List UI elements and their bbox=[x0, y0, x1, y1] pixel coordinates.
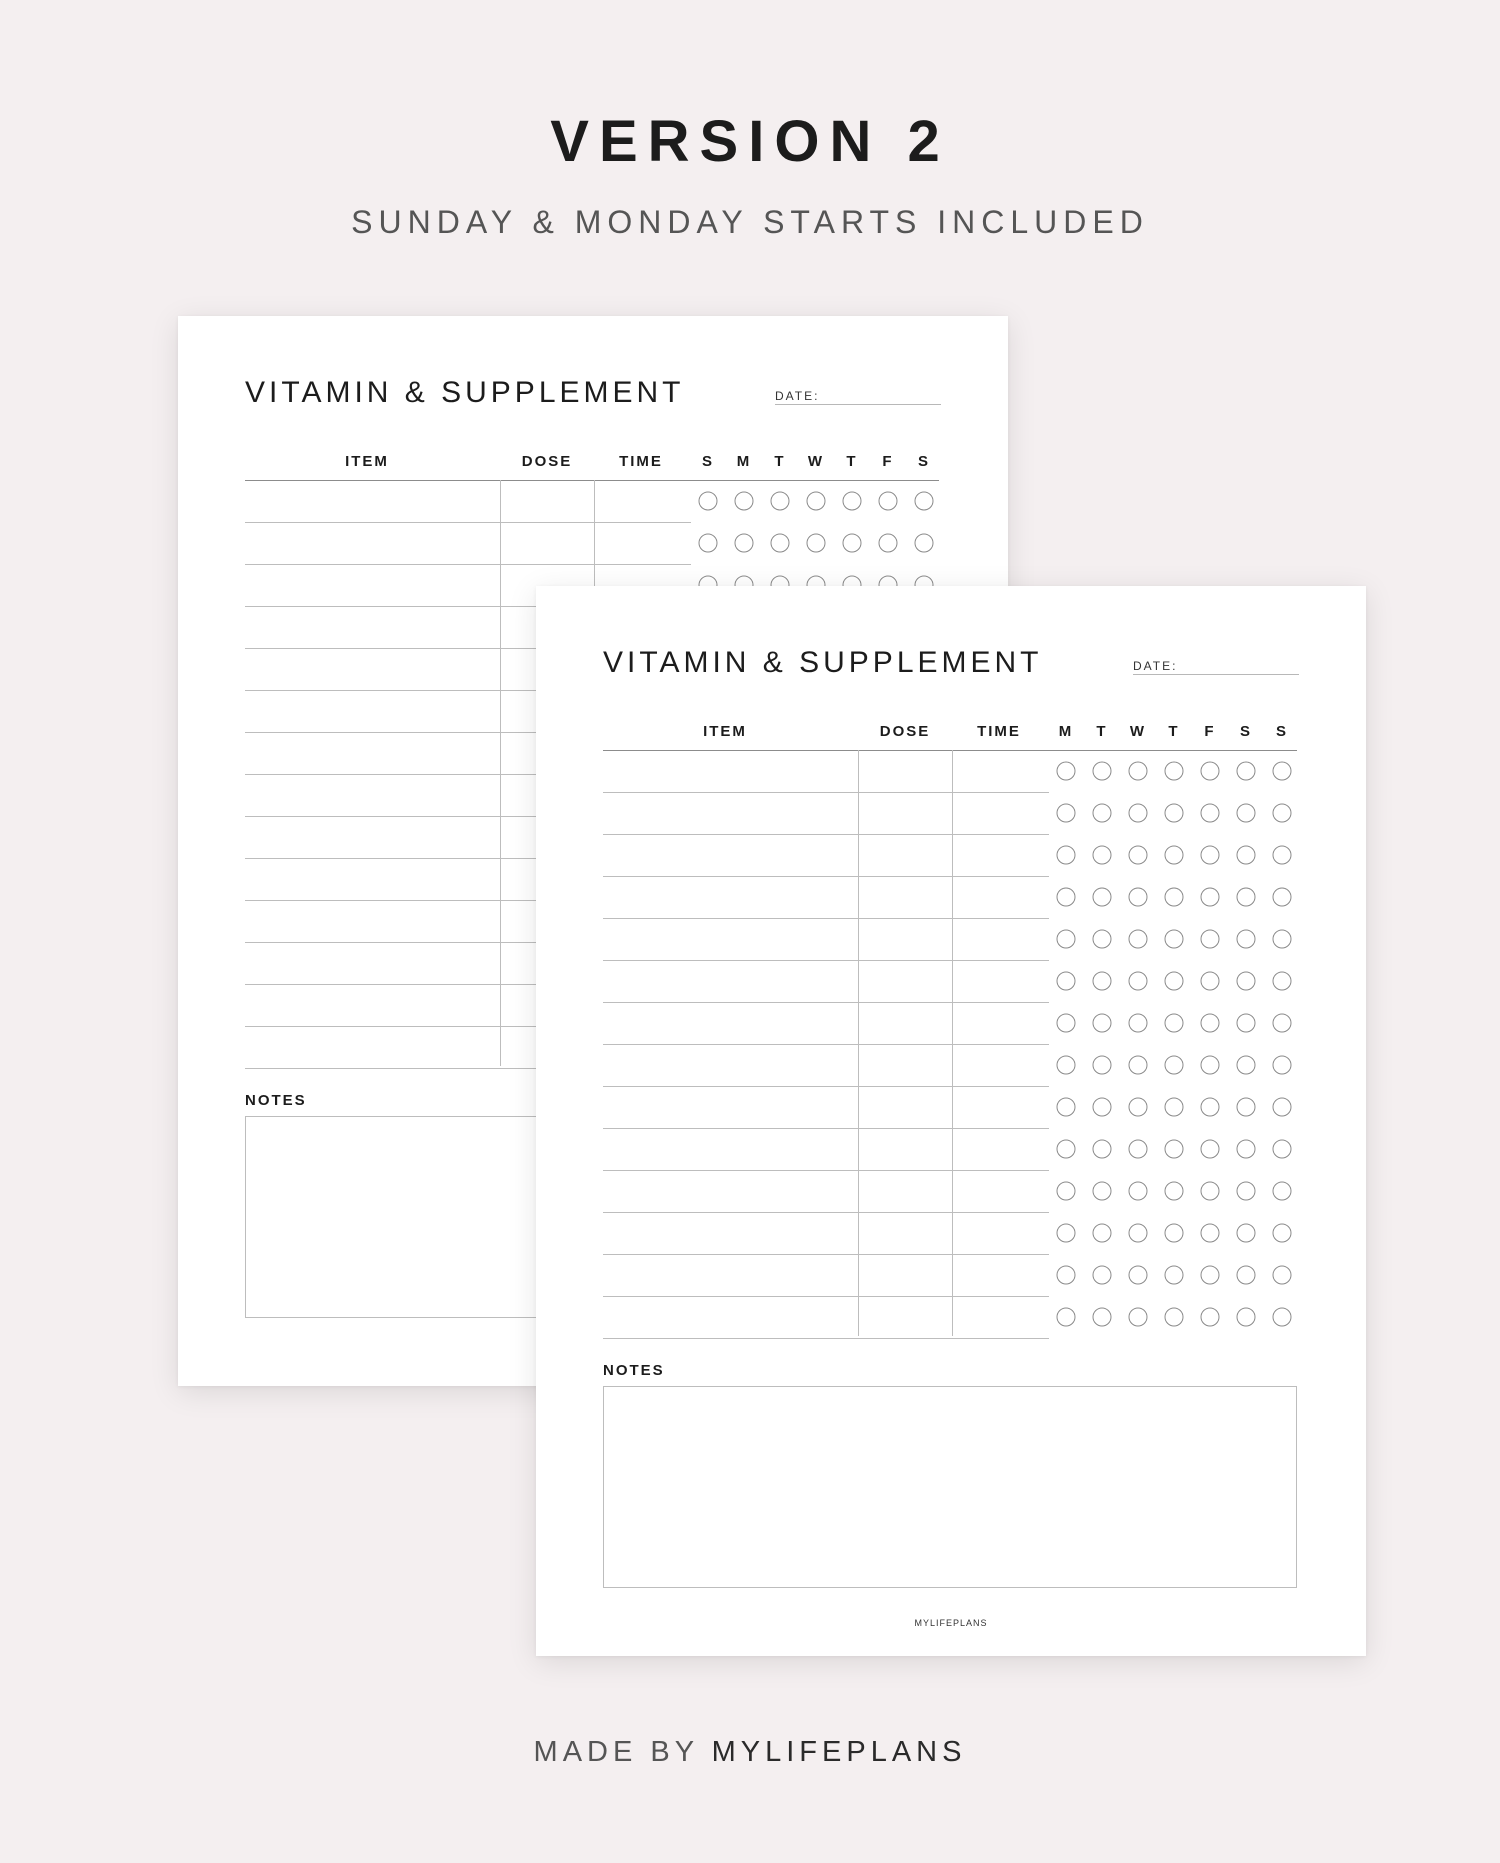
day-check-circle[interactable] bbox=[1165, 804, 1184, 823]
date-label: DATE: bbox=[1133, 659, 1178, 673]
column-header-item: ITEM bbox=[345, 453, 389, 470]
row-line bbox=[603, 918, 1049, 919]
day-check-circle[interactable] bbox=[1273, 846, 1292, 865]
day-check-circle[interactable] bbox=[1165, 762, 1184, 781]
day-check-circle[interactable] bbox=[1129, 804, 1148, 823]
day-check-circle[interactable] bbox=[1057, 1140, 1076, 1159]
day-check-circle[interactable] bbox=[1057, 762, 1076, 781]
day-header: S bbox=[1275, 723, 1289, 740]
day-check-circle[interactable] bbox=[1093, 972, 1112, 991]
day-check-circle[interactable] bbox=[735, 492, 754, 511]
day-check-circle[interactable] bbox=[1165, 930, 1184, 949]
day-check-circle[interactable] bbox=[1165, 1098, 1184, 1117]
day-check-circle[interactable] bbox=[1129, 1266, 1148, 1285]
day-check-circle[interactable] bbox=[1201, 972, 1220, 991]
day-header: T bbox=[774, 453, 786, 470]
day-check-circle[interactable] bbox=[1093, 804, 1112, 823]
day-check-circle[interactable] bbox=[1237, 762, 1256, 781]
day-check-circle[interactable] bbox=[1165, 1266, 1184, 1285]
day-check-circle[interactable] bbox=[1201, 804, 1220, 823]
day-check-circle[interactable] bbox=[1237, 846, 1256, 865]
day-check-circle[interactable] bbox=[1129, 846, 1148, 865]
day-check-circle[interactable] bbox=[1201, 888, 1220, 907]
day-check-circle[interactable] bbox=[1273, 1056, 1292, 1075]
footer-prefix: MADE BY bbox=[533, 1736, 699, 1768]
row-line bbox=[603, 1086, 1049, 1087]
day-check-circle[interactable] bbox=[1237, 1140, 1256, 1159]
day-check-circle[interactable] bbox=[699, 534, 718, 553]
day-check-circle[interactable] bbox=[1057, 1224, 1076, 1243]
day-check-circle[interactable] bbox=[1237, 1056, 1256, 1075]
page-subheading: SUNDAY & MONDAY STARTS INCLUDED bbox=[351, 204, 1149, 240]
day-check-circle[interactable] bbox=[1165, 1182, 1184, 1201]
column-divider bbox=[858, 750, 859, 1336]
row-line bbox=[603, 1338, 1049, 1339]
day-check-circle[interactable] bbox=[1057, 930, 1076, 949]
day-check-circle[interactable] bbox=[1201, 1182, 1220, 1201]
day-check-circle[interactable] bbox=[915, 534, 934, 553]
row-line bbox=[603, 1254, 1049, 1255]
day-check-circle[interactable] bbox=[771, 534, 790, 553]
day-check-circle[interactable] bbox=[1237, 1224, 1256, 1243]
row-line bbox=[245, 522, 691, 523]
day-check-circle[interactable] bbox=[915, 492, 934, 511]
day-check-circle[interactable] bbox=[1093, 1266, 1112, 1285]
column-header-dose: DOSE bbox=[879, 723, 931, 740]
day-check-circle[interactable] bbox=[1273, 930, 1292, 949]
day-check-circle[interactable] bbox=[1057, 1056, 1076, 1075]
day-check-circle[interactable] bbox=[1273, 1014, 1292, 1033]
header-divider bbox=[245, 480, 939, 481]
column-divider bbox=[500, 480, 501, 1066]
day-check-circle[interactable] bbox=[1273, 1224, 1292, 1243]
footer-credit bbox=[0, 1736, 1500, 1769]
day-check-circle[interactable] bbox=[771, 492, 790, 511]
day-check-circle[interactable] bbox=[1201, 846, 1220, 865]
row-line bbox=[603, 1212, 1049, 1213]
column-header-time: TIME bbox=[619, 453, 663, 470]
day-check-circle[interactable] bbox=[1093, 1224, 1112, 1243]
day-check-circle[interactable] bbox=[1201, 762, 1220, 781]
day-check-circle[interactable] bbox=[1057, 1098, 1076, 1117]
day-header: T bbox=[846, 453, 858, 470]
day-check-circle[interactable] bbox=[1273, 762, 1292, 781]
row-line bbox=[603, 834, 1049, 835]
date-field-line[interactable] bbox=[1133, 674, 1299, 675]
day-check-circle[interactable] bbox=[1201, 1056, 1220, 1075]
date-field-line[interactable] bbox=[775, 404, 941, 405]
day-check-circle[interactable] bbox=[879, 492, 898, 511]
notes-label: NOTES bbox=[603, 1362, 665, 1379]
day-check-circle[interactable] bbox=[1273, 1182, 1292, 1201]
row-line bbox=[603, 1128, 1049, 1129]
row-line bbox=[603, 1044, 1049, 1045]
day-check-circle[interactable] bbox=[1129, 1098, 1148, 1117]
day-check-circle[interactable] bbox=[1129, 1224, 1148, 1243]
day-check-circle[interactable] bbox=[1093, 1014, 1112, 1033]
day-check-circle[interactable] bbox=[1129, 930, 1148, 949]
day-header: W bbox=[1129, 723, 1147, 740]
day-check-circle[interactable] bbox=[1165, 1140, 1184, 1159]
notes-box[interactable] bbox=[603, 1386, 1297, 1588]
day-check-circle[interactable] bbox=[735, 534, 754, 553]
day-check-circle[interactable] bbox=[1237, 930, 1256, 949]
day-check-circle[interactable] bbox=[1057, 1014, 1076, 1033]
day-check-circle[interactable] bbox=[1093, 930, 1112, 949]
day-check-circle[interactable] bbox=[1129, 762, 1148, 781]
day-check-circle[interactable] bbox=[1237, 1182, 1256, 1201]
day-check-circle[interactable] bbox=[843, 492, 862, 511]
row-line bbox=[603, 1296, 1049, 1297]
day-check-circle[interactable] bbox=[1129, 1056, 1148, 1075]
day-check-circle[interactable] bbox=[1237, 804, 1256, 823]
day-check-circle[interactable] bbox=[1201, 1014, 1220, 1033]
day-check-circle[interactable] bbox=[1201, 930, 1220, 949]
day-check-circle[interactable] bbox=[1057, 1182, 1076, 1201]
day-check-circle[interactable] bbox=[1165, 1308, 1184, 1327]
day-check-circle[interactable] bbox=[1273, 804, 1292, 823]
day-check-circle[interactable] bbox=[1237, 1014, 1256, 1033]
day-header: M bbox=[1058, 723, 1074, 740]
day-check-circle[interactable] bbox=[1273, 888, 1292, 907]
planner-sheet-monday-start bbox=[536, 586, 1366, 1656]
day-check-circle[interactable] bbox=[1093, 1056, 1112, 1075]
day-check-circle[interactable] bbox=[699, 492, 718, 511]
footer-brand: MYLIFEPLANS bbox=[711, 1736, 967, 1768]
day-check-circle[interactable] bbox=[1237, 888, 1256, 907]
day-check-circle[interactable] bbox=[1057, 888, 1076, 907]
day-header: F bbox=[882, 453, 894, 470]
column-divider bbox=[952, 750, 953, 1336]
sheet-brand: MYLIFEPLANS bbox=[914, 1618, 988, 1628]
day-check-circle[interactable] bbox=[1165, 846, 1184, 865]
day-check-circle[interactable] bbox=[843, 534, 862, 553]
day-check-circle[interactable] bbox=[1165, 1014, 1184, 1033]
day-check-circle[interactable] bbox=[1093, 846, 1112, 865]
day-check-circle[interactable] bbox=[1165, 888, 1184, 907]
column-header-item: ITEM bbox=[703, 723, 747, 740]
day-check-circle[interactable] bbox=[1273, 1098, 1292, 1117]
day-check-circle[interactable] bbox=[1129, 972, 1148, 991]
day-check-circle[interactable] bbox=[1165, 1224, 1184, 1243]
row-line bbox=[245, 564, 691, 565]
day-check-circle[interactable] bbox=[1093, 888, 1112, 907]
day-check-circle[interactable] bbox=[1057, 972, 1076, 991]
day-check-circle[interactable] bbox=[1201, 1098, 1220, 1117]
day-check-circle[interactable] bbox=[1093, 1098, 1112, 1117]
row-line bbox=[603, 876, 1049, 877]
day-check-circle[interactable] bbox=[1273, 1266, 1292, 1285]
day-check-circle[interactable] bbox=[1093, 1308, 1112, 1327]
page-heading: VERSION 2 bbox=[550, 109, 950, 174]
sheet-title: VITAMIN & SUPPLEMENT bbox=[245, 376, 685, 409]
sheet-title: VITAMIN & SUPPLEMENT bbox=[603, 646, 1043, 679]
day-check-circle[interactable] bbox=[1165, 1056, 1184, 1075]
row-line bbox=[603, 792, 1049, 793]
row-line bbox=[603, 960, 1049, 961]
day-check-circle[interactable] bbox=[1129, 1014, 1148, 1033]
day-header: S bbox=[1239, 723, 1253, 740]
day-check-circle[interactable] bbox=[1057, 1308, 1076, 1327]
day-check-circle[interactable] bbox=[1129, 888, 1148, 907]
day-check-circle[interactable] bbox=[1273, 1140, 1292, 1159]
day-check-circle[interactable] bbox=[1129, 1182, 1148, 1201]
header-divider bbox=[603, 750, 1297, 751]
day-check-circle[interactable] bbox=[1057, 846, 1076, 865]
day-check-circle[interactable] bbox=[1093, 1140, 1112, 1159]
day-check-circle[interactable] bbox=[1201, 1224, 1220, 1243]
day-header: F bbox=[1204, 723, 1216, 740]
day-check-circle[interactable] bbox=[1057, 1266, 1076, 1285]
day-check-circle[interactable] bbox=[1093, 762, 1112, 781]
row-line bbox=[603, 1002, 1049, 1003]
day-check-circle[interactable] bbox=[1165, 972, 1184, 991]
date-label: DATE: bbox=[775, 389, 820, 403]
column-header-dose: DOSE bbox=[521, 453, 573, 470]
day-check-circle[interactable] bbox=[1237, 1098, 1256, 1117]
day-check-circle[interactable] bbox=[1201, 1266, 1220, 1285]
day-check-circle[interactable] bbox=[1201, 1308, 1220, 1327]
day-header: T bbox=[1168, 723, 1180, 740]
day-header: S bbox=[701, 453, 715, 470]
column-header-time: TIME bbox=[977, 723, 1021, 740]
day-check-circle[interactable] bbox=[1237, 972, 1256, 991]
day-check-circle[interactable] bbox=[1201, 1140, 1220, 1159]
day-header: S bbox=[917, 453, 931, 470]
day-check-circle[interactable] bbox=[1057, 804, 1076, 823]
day-check-circle[interactable] bbox=[1273, 1308, 1292, 1327]
day-header: M bbox=[736, 453, 752, 470]
day-check-circle[interactable] bbox=[1237, 1266, 1256, 1285]
day-check-circle[interactable] bbox=[807, 492, 826, 511]
day-check-circle[interactable] bbox=[879, 534, 898, 553]
row-line bbox=[603, 1170, 1049, 1171]
day-header: W bbox=[807, 453, 825, 470]
day-check-circle[interactable] bbox=[1273, 972, 1292, 991]
day-header: T bbox=[1096, 723, 1108, 740]
day-check-circle[interactable] bbox=[1093, 1182, 1112, 1201]
day-check-circle[interactable] bbox=[1237, 1308, 1256, 1327]
day-check-circle[interactable] bbox=[807, 534, 826, 553]
day-check-circle[interactable] bbox=[1129, 1140, 1148, 1159]
day-check-circle[interactable] bbox=[1129, 1308, 1148, 1327]
notes-label: NOTES bbox=[245, 1092, 307, 1109]
